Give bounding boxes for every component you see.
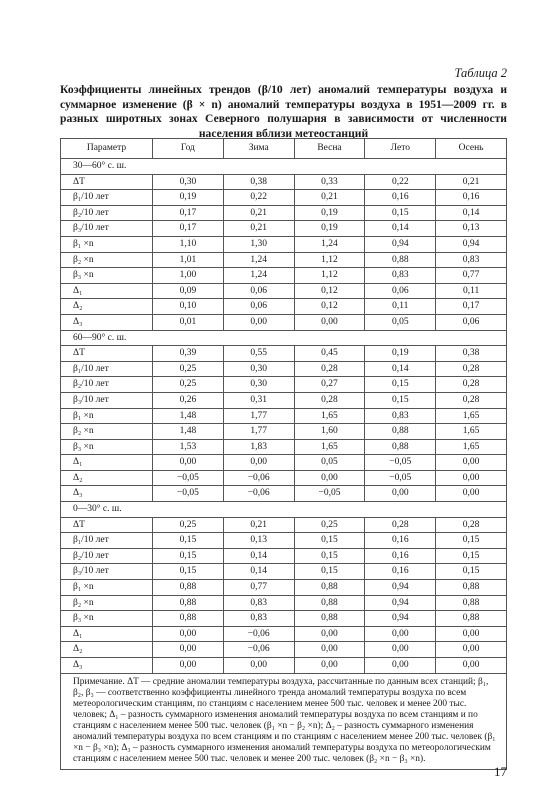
section-header-row: [61, 159, 507, 175]
value-cell: 0,21: [223, 205, 294, 221]
value-cell: 0,25: [294, 517, 365, 533]
table-row: [61, 236, 507, 252]
value-cell: 0,16: [436, 190, 507, 206]
value-cell: −0,06: [223, 642, 294, 658]
value-cell: 0,21: [223, 517, 294, 533]
value-cell: 1,77: [223, 424, 294, 440]
parameter-cell: Δ₁: [61, 455, 153, 471]
table-row: [61, 377, 507, 393]
table-row: [61, 268, 507, 284]
value-cell: 0,27: [294, 377, 365, 393]
value-cell: 0,14: [223, 548, 294, 564]
value-cell: −0,05: [294, 486, 365, 502]
section-title: 30—60° с. ш.: [61, 159, 507, 175]
value-cell: 0,14: [365, 221, 436, 237]
value-cell: 0,00: [436, 658, 507, 674]
value-cell: 0,15: [365, 377, 436, 393]
value-cell: 0,12: [294, 299, 365, 315]
value-cell: −0,05: [365, 455, 436, 471]
value-cell: 1,65: [436, 424, 507, 440]
value-cell: 0,88: [153, 595, 224, 611]
value-cell: 0,00: [153, 455, 224, 471]
table-row: [61, 174, 507, 190]
parameter-cell: β₁/10 лет: [61, 533, 153, 549]
value-cell: 0,00: [294, 626, 365, 642]
value-cell: 0,88: [365, 424, 436, 440]
header-cell: Лето: [365, 139, 436, 159]
value-cell: 1,77: [223, 408, 294, 424]
table-row: [61, 439, 507, 455]
value-cell: 0,15: [436, 564, 507, 580]
value-cell: 0,06: [223, 299, 294, 315]
table-row: [61, 658, 507, 674]
value-cell: 0,00: [294, 642, 365, 658]
table-row: [61, 221, 507, 237]
value-cell: 0,94: [365, 236, 436, 252]
table-row: [61, 486, 507, 502]
value-cell: 0,12: [294, 283, 365, 299]
value-cell: 0,30: [153, 174, 224, 190]
table-title: Коэффициенты линейных трендов (β/10 лет) аномалий температуры воздуха и суммарное изменение (β × n) аномалий температуры воздуха в 1951—2009 гг. в разных широтных зонах Северного полушария в зависимости от численности населения вблизи метеостанций: [60, 83, 507, 140]
value-cell: 0,00: [436, 470, 507, 486]
value-cell: 0,00: [436, 486, 507, 502]
parameter-cell: ΔT: [61, 346, 153, 362]
value-cell: 0,06: [223, 283, 294, 299]
value-cell: 0,00: [365, 642, 436, 658]
value-cell: 0,88: [436, 611, 507, 627]
table-row: [61, 190, 507, 206]
value-cell: 0,05: [294, 455, 365, 471]
value-cell: 0,00: [365, 486, 436, 502]
value-cell: 0,28: [436, 361, 507, 377]
table-row: [61, 392, 507, 408]
value-cell: 0,16: [365, 548, 436, 564]
value-cell: 1,53: [153, 439, 224, 455]
parameter-cell: ΔT: [61, 517, 153, 533]
table-row: [61, 642, 507, 658]
value-cell: 0,77: [223, 580, 294, 596]
parameter-cell: Δ₃: [61, 658, 153, 674]
value-cell: −0,05: [153, 470, 224, 486]
value-cell: 0,21: [223, 221, 294, 237]
table-row: [61, 548, 507, 564]
value-cell: 0,94: [436, 236, 507, 252]
parameter-cell: β₂/10 лет: [61, 377, 153, 393]
value-cell: 1,24: [223, 252, 294, 268]
parameter-cell: β₂ ×n: [61, 252, 153, 268]
parameter-cell: Δ₃: [61, 486, 153, 502]
value-cell: 0,15: [153, 564, 224, 580]
parameter-cell: β₃ ×n: [61, 439, 153, 455]
value-cell: 1,83: [223, 439, 294, 455]
value-cell: 1,60: [294, 424, 365, 440]
value-cell: 0,00: [223, 455, 294, 471]
value-cell: 0,94: [365, 611, 436, 627]
parameter-cell: β₂ ×n: [61, 595, 153, 611]
value-cell: 0,88: [294, 595, 365, 611]
value-cell: 0,00: [365, 658, 436, 674]
parameter-cell: Δ₁: [61, 283, 153, 299]
value-cell: 1,00: [153, 268, 224, 284]
header-cell: Весна: [294, 139, 365, 159]
parameter-cell: ΔT: [61, 174, 153, 190]
value-cell: 0,88: [153, 580, 224, 596]
section-header-row: [61, 330, 507, 346]
value-cell: 0,39: [153, 346, 224, 362]
value-cell: 0,22: [223, 190, 294, 206]
value-cell: 0,15: [436, 533, 507, 549]
value-cell: 0,28: [436, 377, 507, 393]
value-cell: 0,25: [153, 361, 224, 377]
value-cell: 0,83: [365, 268, 436, 284]
table-row: [61, 361, 507, 377]
value-cell: 0,88: [294, 580, 365, 596]
value-cell: 1,24: [294, 236, 365, 252]
value-cell: 0,00: [436, 642, 507, 658]
table-row: [61, 205, 507, 221]
page-number: 17: [494, 764, 507, 779]
parameter-cell: β₂ ×n: [61, 424, 153, 440]
parameter-cell: β₁ ×n: [61, 580, 153, 596]
value-cell: 1,12: [294, 268, 365, 284]
value-cell: 0,88: [153, 611, 224, 627]
value-cell: 1,65: [436, 408, 507, 424]
value-cell: 0,26: [153, 392, 224, 408]
value-cell: 0,83: [436, 252, 507, 268]
value-cell: 0,19: [294, 205, 365, 221]
value-cell: 0,88: [294, 611, 365, 627]
value-cell: 0,00: [294, 658, 365, 674]
table-row: [61, 283, 507, 299]
value-cell: 0,38: [436, 346, 507, 362]
note-row: [61, 673, 507, 769]
table-row: [61, 533, 507, 549]
section-title: 0—30° с. ш.: [61, 502, 507, 518]
value-cell: 1,01: [153, 252, 224, 268]
value-cell: 0,15: [153, 533, 224, 549]
value-cell: 0,19: [153, 190, 224, 206]
value-cell: 1,65: [294, 439, 365, 455]
value-cell: 0,11: [365, 299, 436, 315]
value-cell: 0,15: [436, 548, 507, 564]
value-cell: 0,28: [436, 392, 507, 408]
value-cell: 1,30: [223, 236, 294, 252]
value-cell: 0,15: [294, 533, 365, 549]
parameter-cell: β₁ ×n: [61, 408, 153, 424]
value-cell: 0,94: [365, 580, 436, 596]
table-row: [61, 517, 507, 533]
parameter-cell: β₁/10 лет: [61, 190, 153, 206]
value-cell: 0,00: [153, 642, 224, 658]
parameter-cell: Δ₂: [61, 299, 153, 315]
value-cell: 0,28: [365, 517, 436, 533]
value-cell: 0,88: [365, 439, 436, 455]
parameter-cell: β₃ ×n: [61, 268, 153, 284]
table-note: Примечание. ΔT — средние аномалии температуры воздуха, рассчитанные по данным всех станций; β₁, β₂, β₃ — соответственно коэффициенты линейного тренда аномалий температуры воздуха по всем метеорологическим станциям, по станциям с населением менее 500 тыс. человек и менее 200 тыс. человек; Δ₁ – разность суммарного изменения аномалий температуры воздуха по всем станциям и по станциям с населением менее 500 тыс. человек (β₁ ×n − β₂ ×n); Δ₂ – разность суммарного изменения аномалий температуры воздуха по всем станциям и по станциям с населением менее 200 тыс. человек (β₁ ×n − β₃ ×n); Δ₃ – разность суммарного изменения аномалий температуры воздуха по метеорологическим станциям с населением менее 500 тыс. человек и менее 200 тыс. человек (β₂ ×n − β₃ ×n).: [61, 673, 507, 769]
value-cell: 0,30: [223, 377, 294, 393]
value-cell: 0,00: [153, 626, 224, 642]
value-cell: 0,28: [294, 392, 365, 408]
parameter-cell: β₃/10 лет: [61, 392, 153, 408]
table-row: [61, 626, 507, 642]
table-header-row: [61, 139, 507, 159]
value-cell: 0,16: [365, 190, 436, 206]
value-cell: 0,19: [365, 346, 436, 362]
value-cell: 0,45: [294, 346, 365, 362]
value-cell: 0,06: [436, 314, 507, 330]
value-cell: 0,88: [436, 595, 507, 611]
value-cell: 0,21: [436, 174, 507, 190]
value-cell: 0,17: [153, 205, 224, 221]
header-cell: Зима: [223, 139, 294, 159]
parameter-cell: β₃/10 лет: [61, 564, 153, 580]
value-cell: 0,17: [436, 299, 507, 315]
parameter-cell: Δ₂: [61, 642, 153, 658]
value-cell: 0,14: [436, 205, 507, 221]
table-row: [61, 424, 507, 440]
parameter-cell: Δ₂: [61, 470, 153, 486]
table-body: [61, 159, 507, 770]
value-cell: 0,16: [365, 564, 436, 580]
value-cell: −0,06: [223, 470, 294, 486]
value-cell: 0,25: [153, 517, 224, 533]
value-cell: 0,06: [365, 283, 436, 299]
table-row: [61, 595, 507, 611]
value-cell: −0,06: [223, 626, 294, 642]
value-cell: 0,25: [153, 377, 224, 393]
value-cell: 0,15: [294, 564, 365, 580]
table-row: [61, 580, 507, 596]
table-row: [61, 611, 507, 627]
value-cell: 0,28: [294, 361, 365, 377]
value-cell: 0,00: [223, 314, 294, 330]
table-row: [61, 455, 507, 471]
value-cell: 1,12: [294, 252, 365, 268]
parameter-cell: β₁/10 лет: [61, 361, 153, 377]
value-cell: 0,94: [365, 595, 436, 611]
value-cell: 0,83: [223, 611, 294, 627]
value-cell: 0,14: [223, 564, 294, 580]
value-cell: 0,77: [436, 268, 507, 284]
value-cell: 0,19: [294, 221, 365, 237]
header-cell: Осень: [436, 139, 507, 159]
value-cell: 0,30: [223, 361, 294, 377]
value-cell: 0,05: [365, 314, 436, 330]
section-header-row: [61, 502, 507, 518]
value-cell: 0,15: [294, 548, 365, 564]
value-cell: 0,10: [153, 299, 224, 315]
header-cell: Год: [153, 139, 224, 159]
value-cell: 0,15: [365, 392, 436, 408]
table-row: [61, 314, 507, 330]
value-cell: 0,88: [365, 252, 436, 268]
table-row: [61, 408, 507, 424]
table-row: [61, 564, 507, 580]
value-cell: 1,24: [223, 268, 294, 284]
value-cell: 0,00: [436, 626, 507, 642]
value-cell: 0,13: [223, 533, 294, 549]
value-cell: 0,55: [223, 346, 294, 362]
value-cell: 0,13: [436, 221, 507, 237]
value-cell: 0,88: [436, 580, 507, 596]
value-cell: 0,22: [365, 174, 436, 190]
value-cell: −0,05: [153, 486, 224, 502]
parameter-cell: β₃ ×n: [61, 611, 153, 627]
parameter-cell: Δ₁: [61, 626, 153, 642]
parameter-cell: β₁ ×n: [61, 236, 153, 252]
value-cell: 0,00: [294, 314, 365, 330]
value-cell: 0,17: [153, 221, 224, 237]
value-cell: 1,48: [153, 424, 224, 440]
value-cell: 0,31: [223, 392, 294, 408]
table-row: [61, 252, 507, 268]
table-row: [61, 299, 507, 315]
value-cell: 0,14: [365, 361, 436, 377]
value-cell: 0,33: [294, 174, 365, 190]
value-cell: 0,11: [436, 283, 507, 299]
value-cell: 0,16: [365, 533, 436, 549]
value-cell: 1,10: [153, 236, 224, 252]
value-cell: 0,00: [294, 470, 365, 486]
value-cell: −0,05: [365, 470, 436, 486]
value-cell: 0,01: [153, 314, 224, 330]
parameter-cell: β₃/10 лет: [61, 221, 153, 237]
value-cell: 0,00: [153, 658, 224, 674]
value-cell: 0,15: [365, 205, 436, 221]
value-cell: 0,83: [223, 595, 294, 611]
value-cell: 0,00: [365, 626, 436, 642]
table-row: [61, 346, 507, 362]
value-cell: 0,38: [223, 174, 294, 190]
value-cell: 1,65: [294, 408, 365, 424]
value-cell: 1,48: [153, 408, 224, 424]
value-cell: 0,00: [223, 658, 294, 674]
value-cell: 0,09: [153, 283, 224, 299]
value-cell: 1,65: [436, 439, 507, 455]
parameter-cell: Δ₃: [61, 314, 153, 330]
value-cell: −0,06: [223, 486, 294, 502]
header-cell: Параметр: [61, 139, 153, 159]
data-table: [60, 138, 507, 770]
parameter-cell: β₂/10 лет: [61, 205, 153, 221]
table-label: Таблица 2: [454, 66, 507, 80]
value-cell: 0,83: [365, 408, 436, 424]
value-cell: 0,15: [153, 548, 224, 564]
table-row: [61, 470, 507, 486]
value-cell: 0,00: [436, 455, 507, 471]
parameter-cell: β₂/10 лет: [61, 548, 153, 564]
section-title: 60—90° с. ш.: [61, 330, 507, 346]
value-cell: 0,21: [294, 190, 365, 206]
value-cell: 0,28: [436, 517, 507, 533]
